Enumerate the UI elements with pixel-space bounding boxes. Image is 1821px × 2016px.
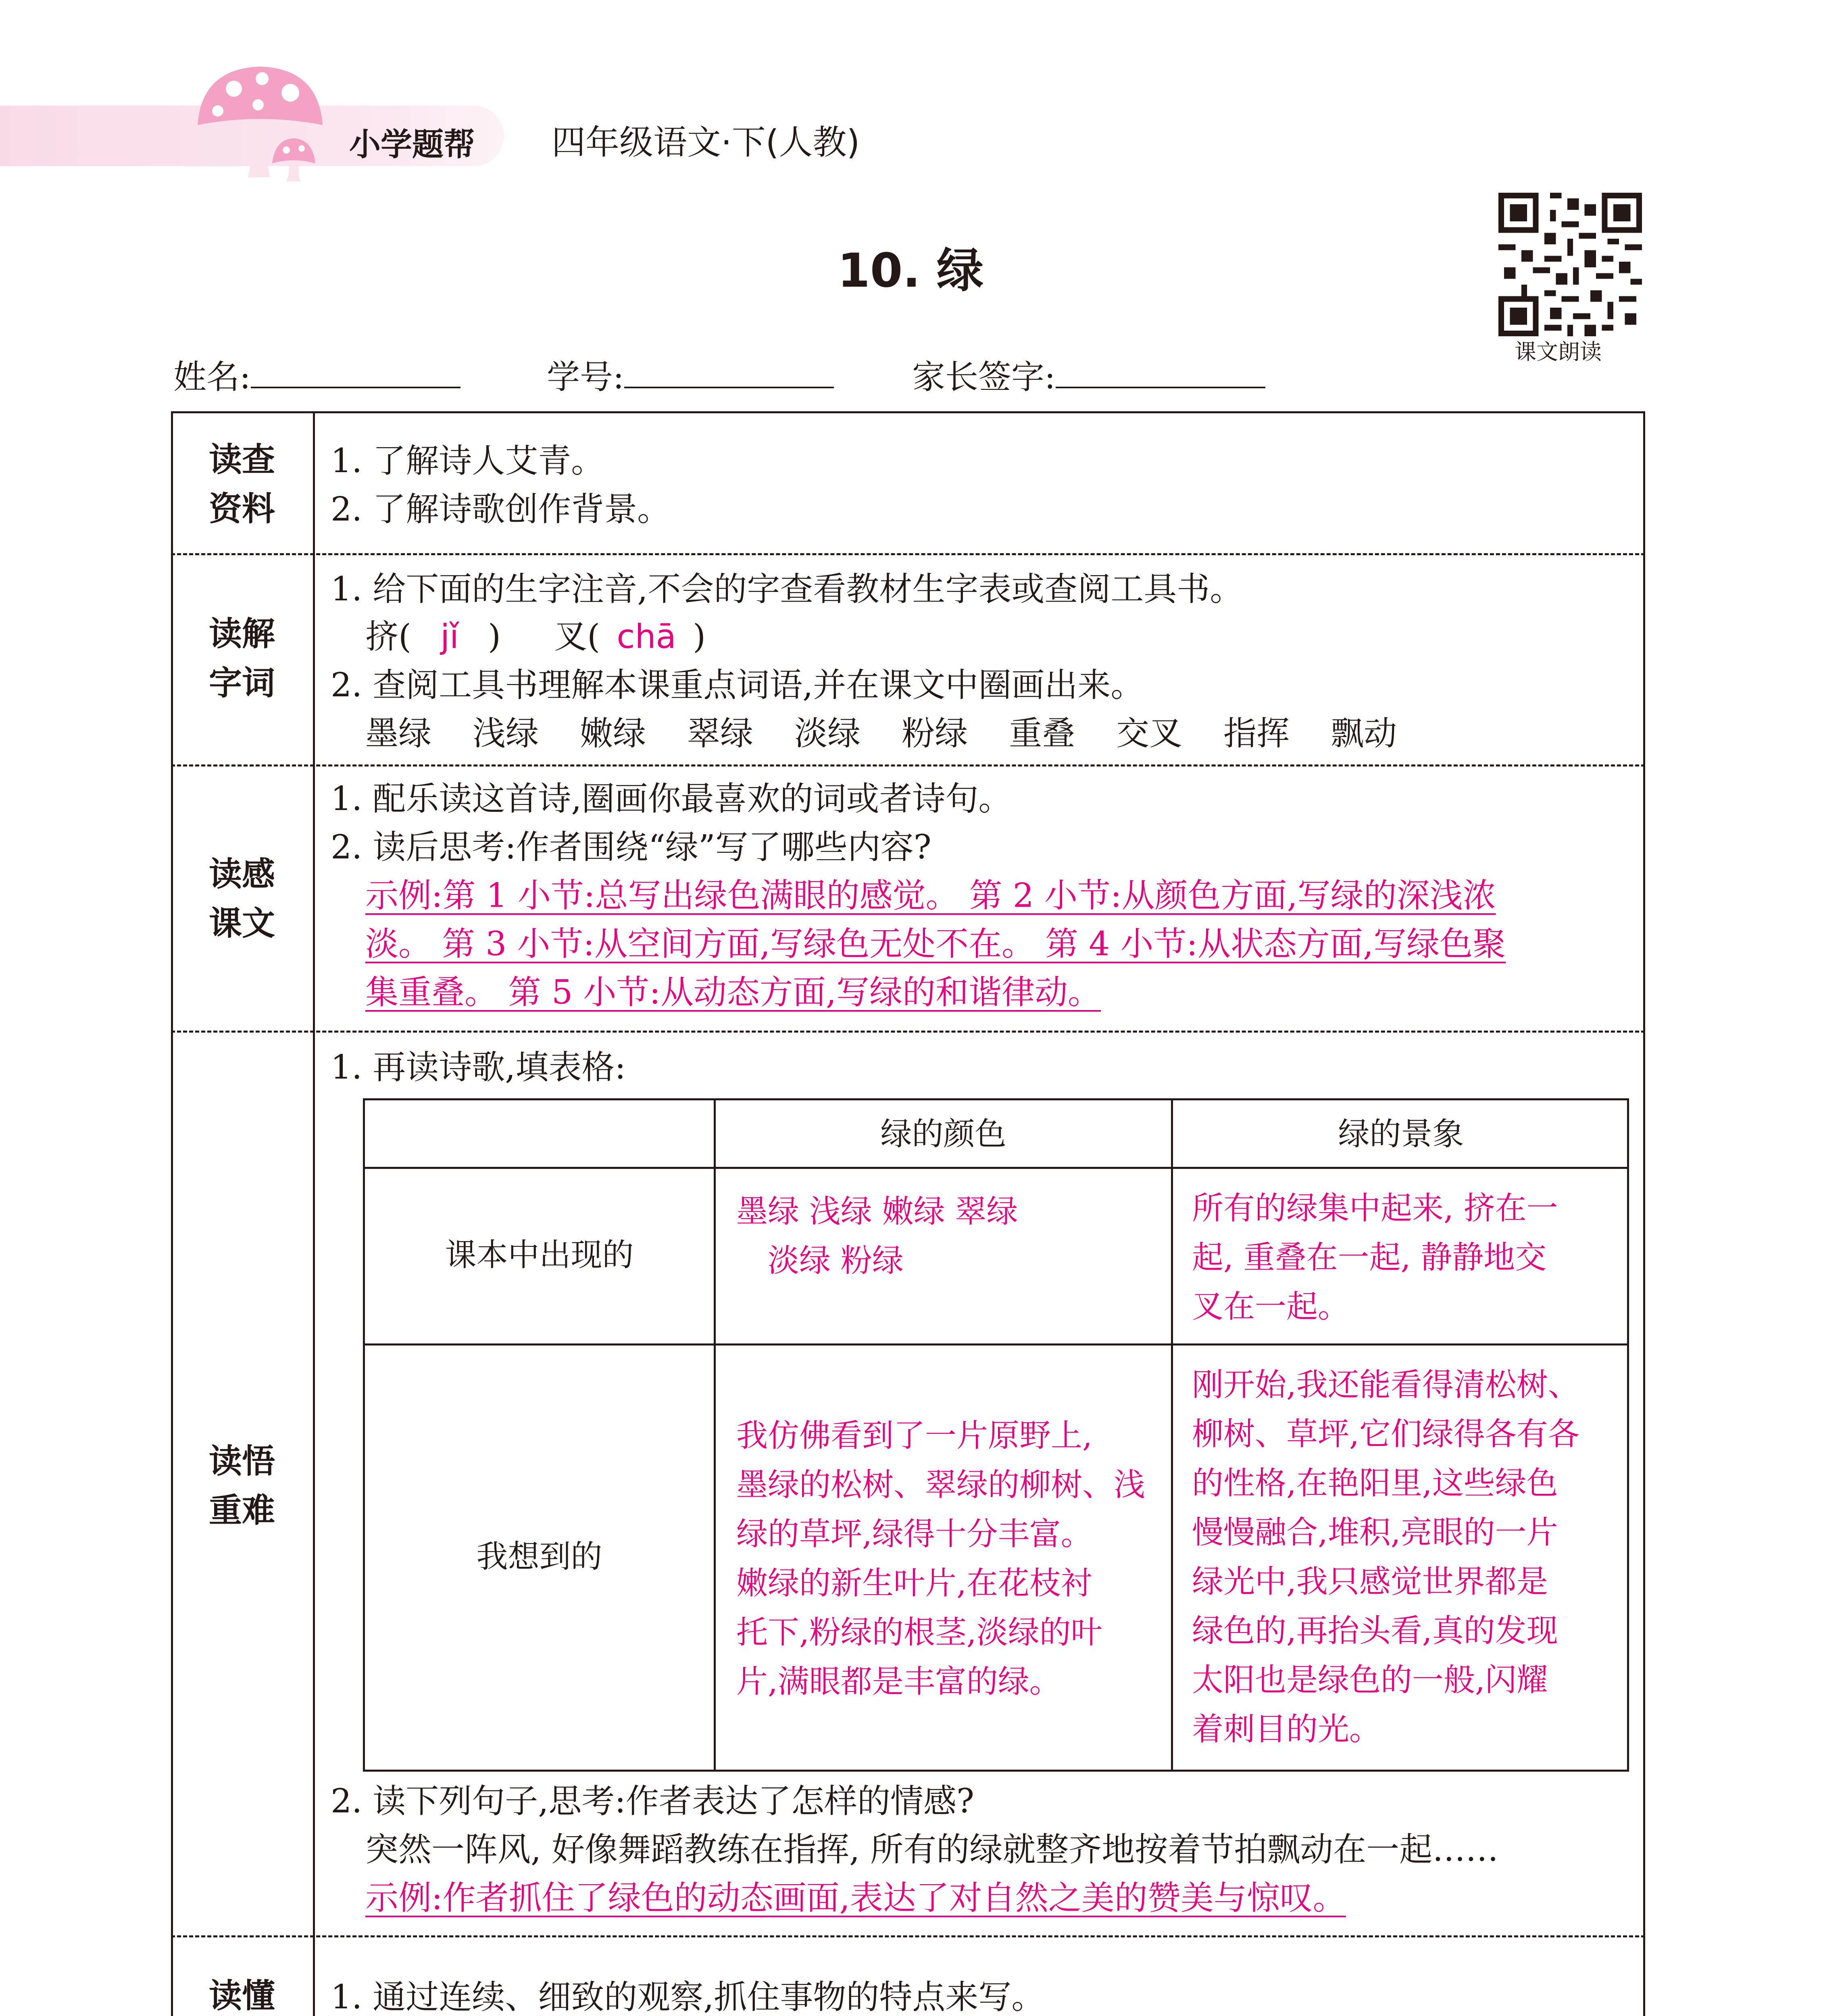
section-label-words: 读解 字词 <box>208 615 275 702</box>
key-word: 翠绿 <box>687 714 754 753</box>
key-word: 交叉 <box>1116 714 1183 753</box>
parent-signature-label: 家长签字: <box>912 358 1056 396</box>
qr-code-icon <box>1498 193 1642 336</box>
imagined-color-answer: 片,满眼都是丰富的绿。 <box>736 1664 1061 1700</box>
pinyin-cha[interactable]: chā <box>617 618 676 656</box>
textbook-color-answer: 淡绿 粉绿 <box>768 1243 904 1279</box>
textbook-scene-answer: 起, 重叠在一起, 静静地交 <box>1192 1239 1547 1276</box>
imagined-scene-answer: 慢慢融合,堆积,亮眼的一片 <box>1192 1514 1558 1551</box>
char-cha: 叉( <box>554 618 600 656</box>
text-answer-line: 淡。 第 3 小节:从空间方面,写绿色无处不在。 第 4 小节:从状态方面,写绿色聚 <box>365 925 1506 963</box>
section-label-difficulty: 读悟 重难 <box>208 1442 275 1530</box>
key-word: 飘动 <box>1331 714 1397 753</box>
text-item-1: 1. 配乐读这首诗,圈画你最喜欢的词或者诗句。 <box>331 780 1012 818</box>
imagined-color-answer: 托下,粉绿的根茎,淡绿的叶 <box>736 1614 1102 1651</box>
page-title: 10. 绿 <box>838 244 983 298</box>
brand-name: 小学题帮 <box>349 127 475 163</box>
words-item-2: 2. 查阅工具书理解本课重点词语,并在课文中圈画出来。 <box>331 666 1144 704</box>
mushroom-logo-icon <box>190 60 327 181</box>
words-item-1: 1. 给下面的生字注音,不会的字查看教材生字表或查阅工具书。 <box>331 570 1243 608</box>
key-word: 墨绿 <box>365 714 432 753</box>
key-word: 粉绿 <box>902 714 968 753</box>
difficulty-item-2: 2. 读下列句子,思考:作者表达了怎样的情感? <box>331 1782 974 1820</box>
student-id-field[interactable] <box>547 351 834 398</box>
pinyin-row: 挤( jǐ ) 叉( chā ) <box>365 617 706 657</box>
section-divider <box>171 764 1645 766</box>
key-word: 浅绿 <box>473 714 539 753</box>
research-item-2: 2. 了解诗歌创作背景。 <box>331 490 671 529</box>
label-column-divider <box>313 411 315 2016</box>
imagined-color-answer: 我仿佛看到了一片原野上, <box>736 1418 1092 1454</box>
imagined-scene-answer: 绿色的,再抬头看,真的发现 <box>1192 1613 1558 1649</box>
text-answer-line: 集重叠。 第 5 小节:从动态方面,写绿的和谐律动。 <box>365 973 1101 1012</box>
name-blank[interactable] <box>251 362 460 388</box>
textbook-scene-answer: 叉在一起。 <box>1192 1289 1350 1325</box>
qr-caption: 课文朗读 <box>1515 339 1602 364</box>
key-word: 指挥 <box>1223 714 1290 753</box>
section-divider <box>171 1031 1645 1033</box>
table-header-color: 绿的颜色 <box>880 1116 1006 1152</box>
textbook-scene-answer: 所有的绿集中起来, 挤在一 <box>1192 1190 1558 1227</box>
research-item-1: 1. 了解诗人艾青。 <box>331 442 604 480</box>
student-id-label: 学号: <box>547 358 624 396</box>
section-divider <box>171 553 1645 555</box>
student-id-blank[interactable] <box>624 362 834 388</box>
text-answer-line: 示例:第 1 小节:总写出绿色满眼的感觉。 第 2 小节:从颜色方面,写绿的深浅浓 <box>365 877 1496 915</box>
table-col-divider <box>714 1098 716 1772</box>
section-label-research: 读查 资料 <box>208 441 275 528</box>
table-row-divider <box>363 1167 1629 1169</box>
key-word: 嫩绿 <box>580 714 646 753</box>
key-words-list <box>365 714 1438 754</box>
imagined-color-answer: 嫩绿的新生叶片,在花枝衬 <box>736 1565 1092 1602</box>
char-ji: 挤( <box>365 618 411 656</box>
key-word: 重叠 <box>1009 714 1075 753</box>
difficulty-item-1: 1. 再读诗歌,填表格: <box>331 1048 626 1087</box>
emotion-answer: 示例:作者抓住了绿色的动态画面,表达了对自然之美的赞美与惊叹。 <box>365 1879 1346 1917</box>
table-row-label-imagined: 我想到的 <box>476 1539 602 1575</box>
parent-signature-field[interactable] <box>912 351 1265 398</box>
table-row-label-textbook: 课本中出现的 <box>445 1237 634 1273</box>
parent-signature-blank[interactable] <box>1056 362 1265 388</box>
table-row-divider <box>363 1343 1629 1345</box>
imagined-scene-answer: 着刺目的光。 <box>1192 1711 1381 1747</box>
name-field[interactable] <box>173 351 460 398</box>
name-label: 姓名: <box>173 358 251 396</box>
pinyin-ji[interactable]: jǐ <box>440 618 459 656</box>
method-item-1: 1. 通过连续、细致的观察,抓住事物的特点来写。 <box>331 1978 1045 2016</box>
key-word: 淡绿 <box>794 714 861 753</box>
imagined-color-answer: 绿的草坪,绿得十分丰富。 <box>736 1516 1092 1552</box>
imagined-scene-answer: 刚开始,我还能看得清松树、 <box>1192 1367 1579 1403</box>
text-item-2: 2. 读后思考:作者围绕“绿”写了哪些内容? <box>331 828 931 866</box>
section-divider <box>171 1935 1645 1937</box>
section-label-method: 读懂 <box>208 1977 275 2015</box>
quoted-sentence: 突然一阵风, 好像舞蹈教练在指挥, 所有的绿就整齐地按着节拍飘动在一起…… <box>365 1831 1499 1869</box>
section-label-text: 读感 课文 <box>208 855 275 943</box>
imagined-color-answer: 墨绿的松树、翠绿的柳树、浅 <box>736 1467 1146 1503</box>
imagined-scene-answer: 的性格,在艳阳里,这些绿色 <box>1192 1465 1558 1502</box>
imagined-scene-answer: 绿光中,我只感觉世界都是 <box>1192 1564 1548 1600</box>
textbook-color-answer: 墨绿 浅绿 嫩绿 翠绿 <box>736 1193 1018 1230</box>
imagined-scene-answer: 太阳也是绿色的一般,闪耀 <box>1192 1662 1548 1698</box>
table-col-divider <box>1171 1098 1173 1772</box>
imagined-scene-answer: 柳树、草坪,它们绿得各有各 <box>1192 1416 1579 1452</box>
table-header-scene: 绿的景象 <box>1338 1116 1464 1152</box>
book-title: 四年级语文·下(人教) <box>552 123 860 162</box>
